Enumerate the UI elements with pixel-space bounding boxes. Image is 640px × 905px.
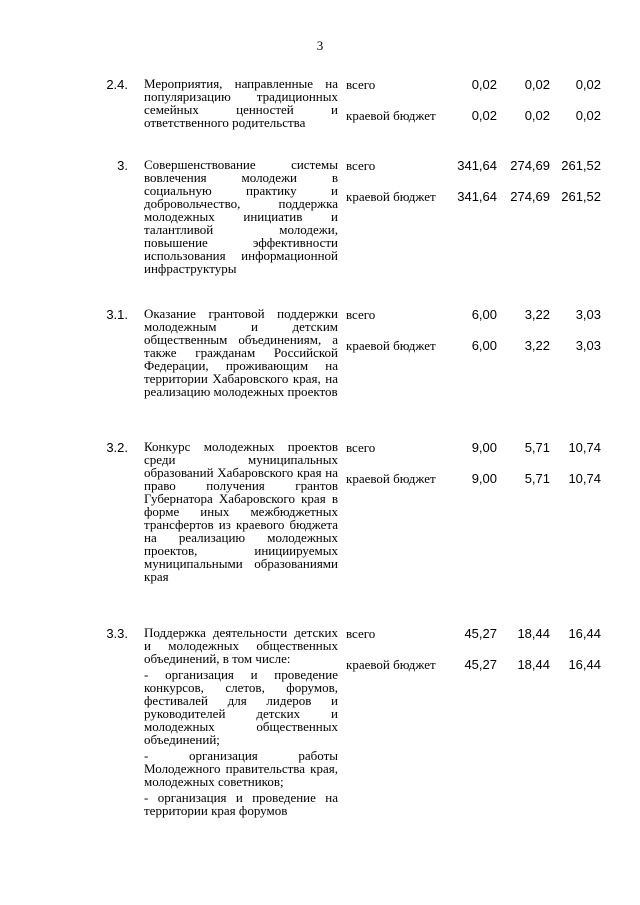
description-paragraph: Совершенствование системы вовлечения молодежи в социальную практику и добровольчество, поддержка молодежных инициатив и талантливой молодежи, повышение эффективности использования информационной инфраструктуры: [144, 157, 338, 276]
amount-v3: 0,02: [575, 77, 601, 92]
amount-v3: 10,74: [568, 471, 601, 486]
amount-v3: 0,02: [575, 108, 601, 123]
amount-v1: 341,64: [457, 158, 497, 173]
description-paragraph: Конкурс молодежных проектов среди муниципальных образований Хабаровского края на право получения грантов Губернатора Хабаровского края в форме иных межбюджетных трансфертов из краевого бюджета на реализацию молодежных проектов, инициируемых муниципальными образованиями края: [144, 439, 338, 584]
amount-v1: 0,02: [471, 108, 497, 123]
amount-v3: 3,03: [575, 338, 601, 353]
row-number: 3.3.: [106, 626, 128, 641]
row-number: 3.2.: [106, 440, 128, 455]
amount-v1: 6,00: [471, 307, 497, 322]
amount-v1: 9,00: [471, 471, 497, 486]
row-number: 3.1.: [106, 307, 128, 322]
funding-source: всего: [346, 307, 376, 322]
funding-source: всего: [346, 77, 376, 92]
amount-v1: 0,02: [471, 77, 497, 92]
description-paragraph: - организация работы Молодежного правительства края, молодежных советников;: [144, 748, 338, 789]
amount-v1: 9,00: [471, 440, 497, 455]
funding-source: краевой бюджет: [346, 657, 436, 672]
funding-source: краевой бюджет: [346, 189, 436, 204]
amount-v1: 45,27: [464, 626, 497, 641]
funding-source: всего: [346, 440, 376, 455]
amount-v2: 0,02: [524, 108, 550, 123]
row-description: [144, 307, 338, 398]
funding-source: краевой бюджет: [346, 338, 436, 353]
page-number: 3: [316, 38, 324, 53]
description-paragraph: - организация и проведение конкурсов, слетов, форумов, фестивалей для лидеров и руководителей детских и молодежных общественных объединений;: [144, 667, 338, 747]
row-description: [144, 158, 338, 275]
row-description: [144, 626, 338, 817]
amount-v3: 261,52: [561, 189, 601, 204]
amount-v1: 341,64: [457, 189, 497, 204]
row-number: 3.: [117, 158, 128, 173]
amount-v3: 16,44: [568, 626, 601, 641]
amount-v2: 18,44: [517, 657, 550, 672]
amount-v2: 18,44: [517, 626, 550, 641]
description-paragraph: Оказание грантовой поддержки молодежным и детским общественным объединениям, а также гражданам Российской Федерации, проживающим на территории Хабаровского края, на реализацию молодежных проектов: [144, 306, 338, 399]
description-paragraph: - организация и проведение на территории края форумов: [144, 790, 338, 818]
amount-v3: 261,52: [561, 158, 601, 173]
amount-v2: 274,69: [510, 189, 550, 204]
amount-v2: 5,71: [524, 471, 550, 486]
funding-source: всего: [346, 626, 376, 641]
amount-v3: 16,44: [568, 657, 601, 672]
description-paragraph: Мероприятия, направленные на популяризацию традиционных семейных ценностей и ответственного родительства: [144, 76, 338, 130]
amount-v3: 3,03: [575, 307, 601, 322]
row-description: [144, 440, 338, 583]
funding-source: всего: [346, 158, 376, 173]
amount-v2: 5,71: [524, 440, 550, 455]
amount-v2: 3,22: [524, 307, 550, 322]
amount-v1: 6,00: [471, 338, 497, 353]
row-number: 2.4.: [106, 77, 128, 92]
amount-v2: 3,22: [524, 338, 550, 353]
amount-v3: 10,74: [568, 440, 601, 455]
amount-v1: 45,27: [464, 657, 497, 672]
row-description: [144, 77, 338, 129]
amount-v2: 0,02: [524, 77, 550, 92]
description-paragraph: Поддержка деятельности детских и молодежных общественных объединений, в том числе:: [144, 625, 338, 666]
funding-source: краевой бюджет: [346, 471, 436, 486]
amount-v2: 274,69: [510, 158, 550, 173]
funding-source: краевой бюджет: [346, 108, 436, 123]
